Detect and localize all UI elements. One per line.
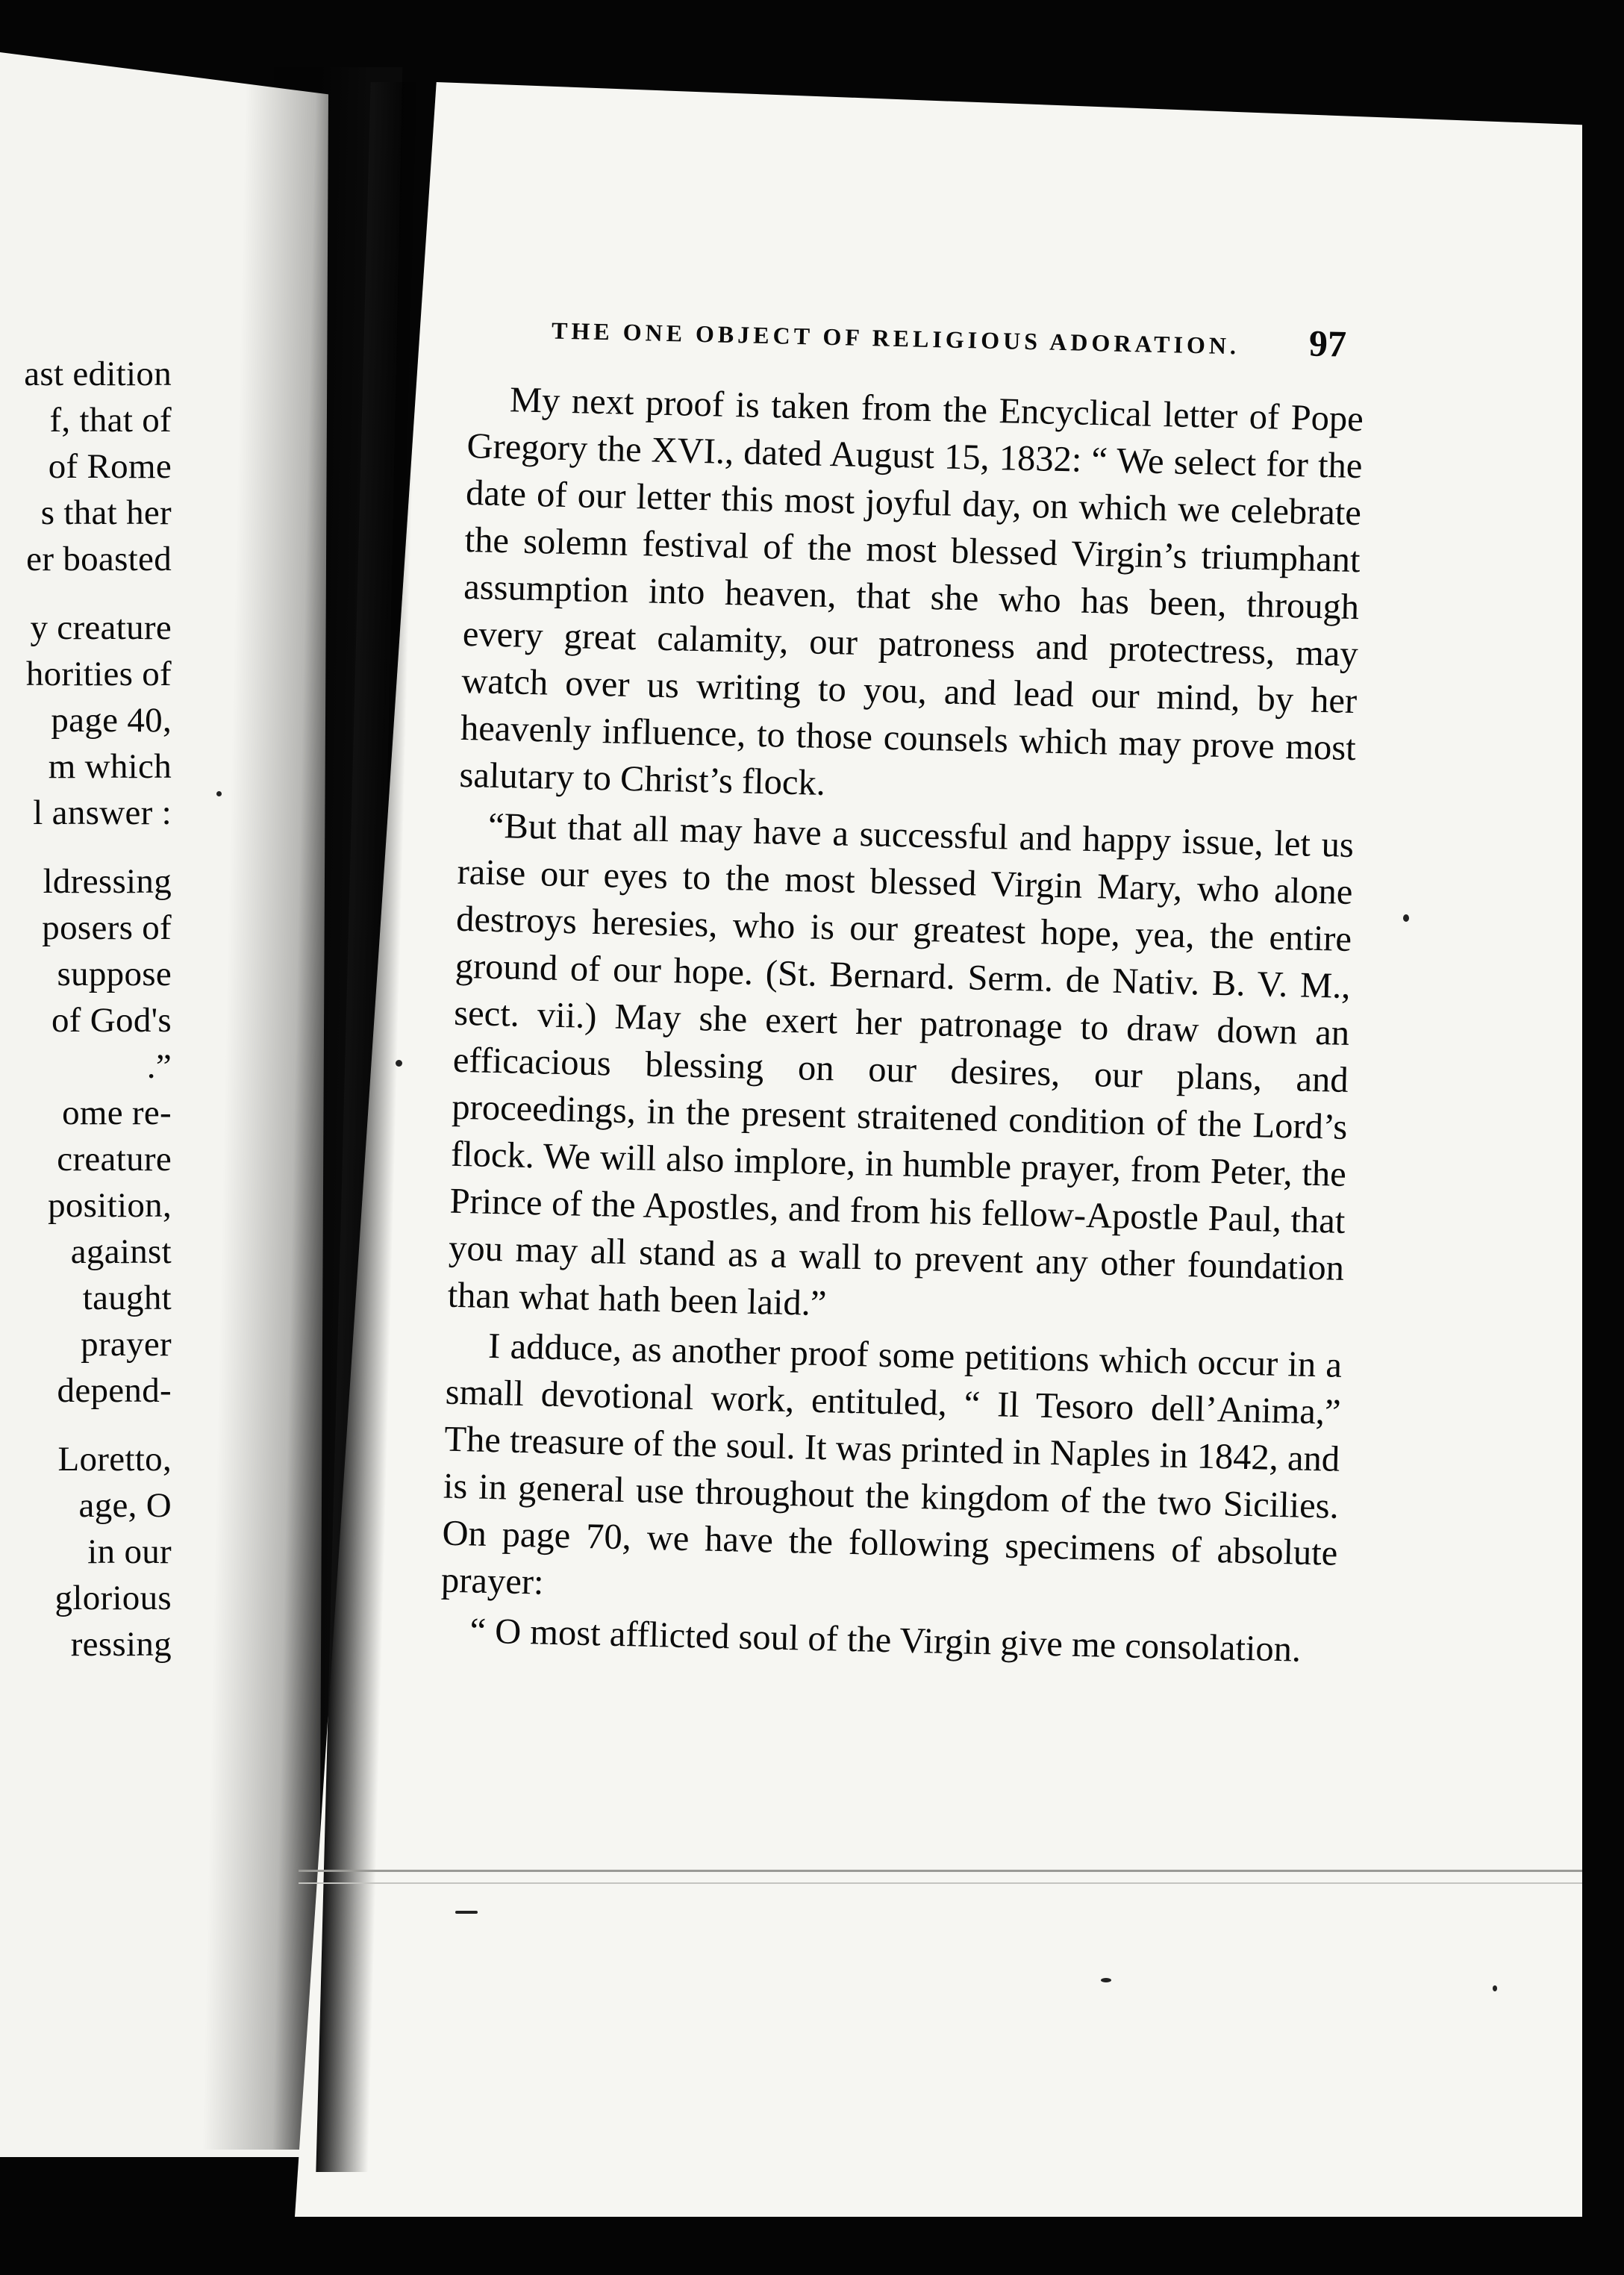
page-fold-line [299, 1882, 1582, 1884]
left-line: age, O [78, 1486, 172, 1525]
left-line: against [70, 1232, 172, 1271]
left-line: suppose [57, 955, 172, 993]
left-line: page 40, [51, 701, 172, 740]
body-text [440, 375, 1364, 1674]
left-line: ldressing [43, 862, 172, 901]
left-line: ast edition [24, 355, 172, 393]
scan-speck [1493, 1985, 1497, 1991]
left-line: m which [48, 747, 172, 786]
left-line: creature [57, 1140, 172, 1179]
paragraph: “But that all may have a successful and happy issue, let us raise our eyes to the most blessed Virgin Mary, who alone destroys heresies, who is our greatest hope, yea, the entire ground of our hope. (St. Bernard. Serm. de Nativ. B. V. M., sect. vii.) May she exert her patronage to draw down an efficacious blessing on our desires, our plans, and proceedings, in the present straitened condition of the Lord’s flock. We will also implore, in humble prayer, from Peter, the Prince of the Apostles, and from his fellow-Apostle Paul, that you may all stand as a wall to prevent any other foundation than what hath been laid.” [447, 805, 1355, 1324]
left-line: glorious [54, 1579, 172, 1617]
left-line: f, that of [49, 401, 172, 440]
left-line: depend- [57, 1371, 172, 1410]
page-fold-line [299, 1870, 1582, 1872]
left-line: position, [48, 1186, 172, 1225]
main-text-block [440, 302, 1366, 1674]
left-line: horities of [25, 655, 172, 693]
left-line: s that her [40, 493, 172, 532]
left-line: .” [146, 1047, 172, 1086]
scan-speck [396, 1060, 402, 1067]
paragraph: “ O most afflicted soul of the Virgin give me consolation. [469, 1611, 1302, 1670]
left-line: prayer [81, 1325, 172, 1364]
scan-speck [1101, 1978, 1111, 1982]
left-line: ome re- [62, 1093, 172, 1132]
left-line: l answer : [33, 793, 172, 832]
left-line: y creature [30, 608, 172, 647]
left-line: in our [87, 1532, 172, 1571]
left-line: taught [82, 1279, 172, 1317]
paragraph: I adduce, as another proof some petitions which occur in a small devotional work, entituled, “ Il Tesoro dell’Anima,” The treasure of the soul. It was printed in Naples in 1842, and is in general use throughout the kingdom of the two Sicilies. On page 70, we have the following specimens of absolute prayer: [440, 1326, 1343, 1603]
page-number: 97 [1308, 322, 1347, 365]
scan-speck [455, 1911, 478, 1914]
left-line: of God's [51, 1001, 172, 1040]
running-head-title: THE ONE OBJECT OF RELIGIOUS ADORATION. [551, 316, 1240, 360]
left-line: of Rome [48, 447, 172, 486]
left-line: ressing [70, 1625, 172, 1664]
scan-speck [1403, 914, 1409, 922]
left-page-text-fragment [0, 351, 172, 1667]
left-line: Loretto, [57, 1440, 172, 1479]
paragraph: My next proof is taken from the Encyclical letter of Pope Gregory the XVI., dated August 15, 1832: “ We select for the date of our letter this most joyful day, on which we celebrate the solemn festival of the most blessed Virgin’s triumphant assumption into heaven, that she who has been, through every great calamity, our patroness and protectress, may watch over us writing to you, and lead our mind, by her heavenly influence, to those counsels which may prove most salutary to Christ’s flock. [459, 380, 1364, 803]
scan-speck [216, 791, 222, 796]
left-line: er boasted [26, 540, 172, 578]
left-line: posers of [42, 908, 172, 947]
